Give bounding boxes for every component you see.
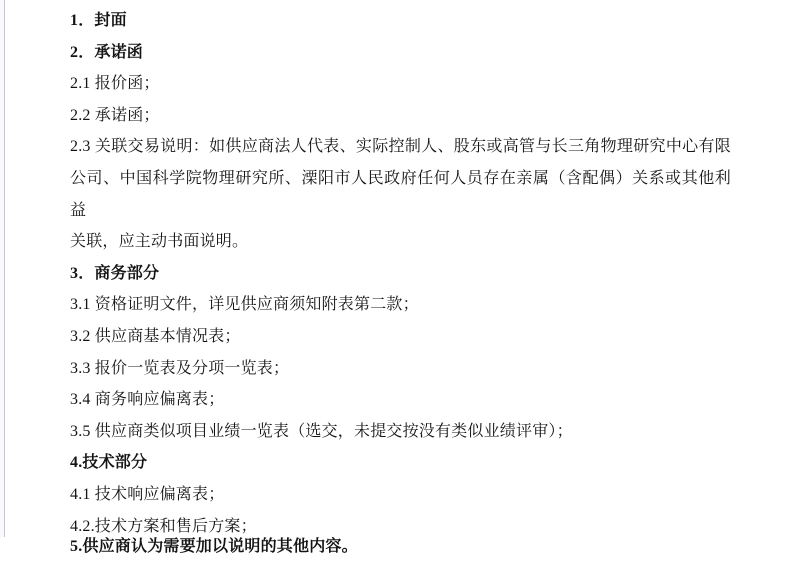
toc-item-3-5: 3.5 供应商类似项目业绩一览表（选交，未提交按没有类似业绩评审）； (70, 422, 573, 440)
toc-item-4-1: 4.1 技术响应偏离表； (70, 485, 225, 503)
toc-item-4-2: 4.2.技术方案和售后方案； (70, 517, 257, 535)
toc-item-2-3-line3: 关联，应主动书面说明。 (70, 233, 249, 251)
toc-content (70, 5, 731, 563)
toc-heading-5-other: 5.供应商认为需要加以说明的其他内容。 (70, 538, 358, 556)
toc-item-3-4: 3.4 商务响应偏离表； (70, 391, 225, 409)
page-left-border (0, 0, 5, 537)
toc-item-2-1: 2.1 报价函； (70, 75, 160, 93)
toc-item-3-1: 3.1 资格证明文件，详见供应商须知附表第二款； (70, 296, 419, 314)
toc-item-3-2: 3.2 供应商基本情况表； (70, 327, 241, 345)
toc-heading-2-commitment: 2．承诺函 (70, 43, 144, 61)
toc-heading-4-technical: 4.技术部分 (70, 454, 148, 472)
toc-heading-1-cover: 1．封面 (70, 12, 127, 29)
toc-item-2-3-line1: 2.3 关联交易说明：如供应商法人代表、实际控制人、股东或高管与长三角物理研究中心有限 (70, 138, 731, 156)
toc-item-2-2: 2.2 承诺函； (70, 106, 160, 124)
toc-heading-3-commercial: 3．商务部分 (70, 264, 160, 282)
toc-item-2-3-line2: 公司、中国科学院物理研究所、溧阳市人民政府任何人员存在亲属（含配偶）关系或其他利益 (70, 169, 731, 219)
toc-item-3-3: 3.3 报价一览表及分项一览表； (70, 359, 290, 377)
